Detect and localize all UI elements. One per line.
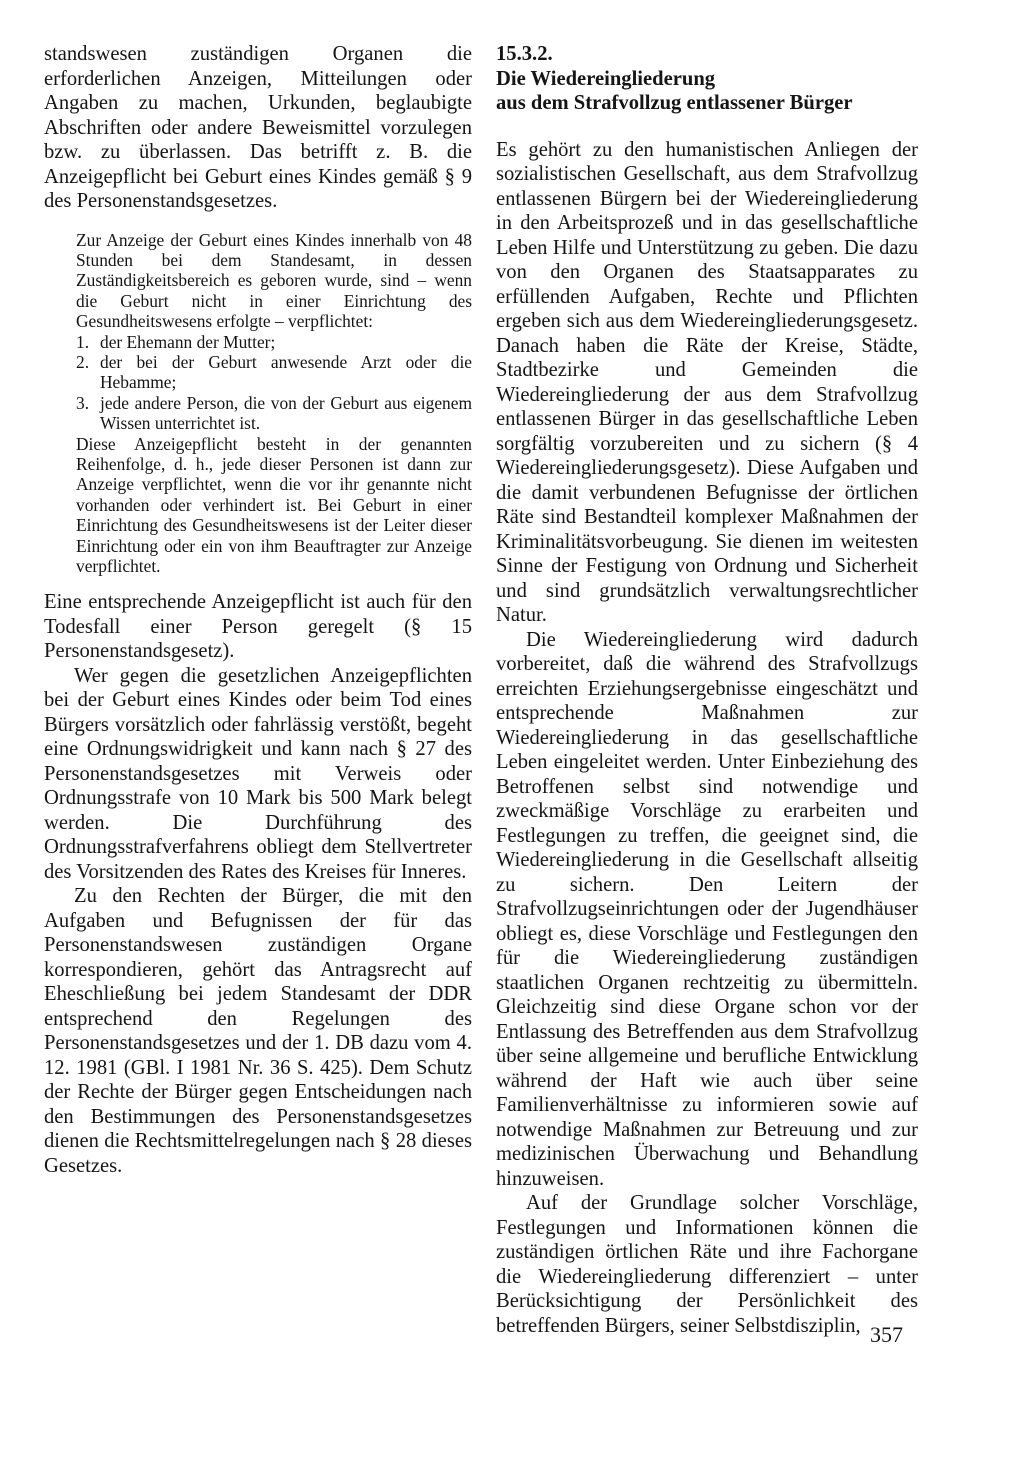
statute-quote-outro: Diese Anzeigepflicht besteht in der genannten Reihenfolge, d. h., jede dieser Personen ist dann zur Anzeige verpflichtet, wenn die vor ihr genannte nicht vorhanden oder verhindert ist. Bei Geburt in einer Einrichtung des Gesundheitswesens ist der Leiter dieser Einrichtung oder ein von ihm Beauftragter zur Anzeige verpflichtet. — [76, 433, 472, 576]
list-item — [76, 332, 472, 352]
statute-quote-intro: Zur Anzeige der Geburt eines Kindes innerhalb von 48 Stunden bei dem Standesamt, in dessen Zuständigkeitsbereich es geboren wurde, sind – wenn die Geburt nicht in einer Einrichtung des Gesundheitswesens erfolgte – verpflichtet: — [76, 229, 472, 332]
right-paragraph-2: Die Wiedereingliederung wird dadurch vorbereitet, daß die während des Strafvollzugs erreichten Erziehungsergebnisse eingeschätzt und entsprechende Maßnahmen zur Wiedereingliederung in das gesellschaftliche Leben eingeleitet werden. Unter Einbeziehung des Betroffenen selbst sind notwendige und zweckmäßige Vorschläge zu erarbeiten und Festlegungen zu treffen, die geeignet sind, die Wiedereingliederung in die Gesellschaft allseitig zu sichern. Den Leitern der Strafvollzugseinrichtungen oder der Jugendhäuser obliegt es, diese Vorschläge und Festlegungen den für die Wiedereingliederung zuständigen staatlichen Organen rechtzeitig zu übermitteln. Gleichzeitig sind diese Organe schon vor der Entlassung des Betreffenden aus dem Strafvollzug über seine allgemeine und berufliche Entwicklung während der Haft wie auch über seine Familienverhältnisse zu informieren sowie auf notwendige Maßnahmen zur Betreuung und zur medizinischen Überwachung und Behandlung hinzuweisen. — [496, 628, 918, 1190]
left-paragraph-3: Wer gegen die gesetzlichen Anzeigepflichten bei der Geburt eines Kindes oder beim Tod eines Bürgers vorsätzlich oder fahrlässig verstößt, begeht eine Ordnungswidrigkeit und kann nach § 27 des Personenstandsgesetzes mit Verweis oder Ordnungsstrafe von 10 Mark bis 500 Mark belegt werden. Die Durchführung des Ordnungsstrafverfahrens obliegt dem Stellvertreter des Vorsitzenden des Rates des Kreises für Inneres. — [44, 664, 472, 883]
section-heading — [496, 42, 918, 116]
list-item-text: der bei der Geburt anwesende Arzt oder die Hebamme; — [100, 351, 472, 393]
section-title-line-1: Die Wiedereingliederung — [496, 67, 716, 90]
right-paragraph-3: Auf der Grundlage solcher Vorschläge, Festlegungen und Informationen können die zuständigen örtlichen Räte und ihre Fachorgane die Wiedereingliederung differenziert – unter Berücksichtigung der Persönlichkeit des betreffenden Bürgers, seiner Selbstdisziplin, — [496, 1192, 918, 1337]
page-number: 357 — [870, 1322, 903, 1347]
statute-quote-block — [44, 230, 472, 577]
left-paragraph-2: Eine entsprechende Anzeigepflicht ist auch für den Todesfall einer Person geregelt (§ 15 Personenstandsgesetz). — [44, 591, 472, 663]
list-item — [76, 352, 472, 393]
left-column — [44, 42, 472, 1178]
right-paragraph-1: Es gehört zu den humanistischen Anliegen der sozialistischen Gesellschaft, aus dem Strafvollzug entlassenen Bürgern bei der Wiedereingliederung in den Arbeitsprozeß und in das gesellschaftliche Leben Hilfe und Unterstützung zu geben. Die dazu von den Organen des Staatsapparates zu erfüllenden Aufgaben, Rechte und Pflichten ergeben sich aus dem Wiedereingliederungsgesetz. Danach haben die Räte der Kreise, Städte, Stadtbezirke und Gemeinden die Wiedereingliederung der aus dem Strafvollzug entlassenen Bürger in das gesellschaftliche Leben sorgfältig vorzubereiten und zu sichern (§ 4 Wiedereingliederungsgesetz). Diese Aufgaben und die damit verbundenen Befugnisse der örtlichen Räte sind Bestandteil komplexer Maßnahmen der Kriminalitätsvorbeugung. Sie dienen im weitesten Sinne der Festigung von Ordnung und Sicherheit und sind grundsätzlich verwaltungsrechtlicher Natur. — [496, 138, 918, 626]
list-item-text: jede andere Person, die von der Geburt aus eigenem Wissen unterrichtet ist. — [100, 392, 472, 434]
right-column — [496, 42, 918, 1338]
list-item-text: der Ehemann der Mutter; — [100, 331, 276, 352]
list-item-number: 2. — [76, 351, 90, 372]
section-number: 15.3.2. — [496, 43, 553, 65]
left-paragraph-4: Zu den Rechten der Bürger, die mit den Aufgaben und Befugnissen der für das Personenstandswesen zuständigen Organe korrespondieren, gehört das Antragsrecht auf Eheschließung bei jedem Standesamt der DDR entsprechend den Regelungen des Personenstandsgesetzes und der 1. DB dazu vom 4. 12. 1981 (GBl. I 1981 Nr. 36 S. 425). Dem Schutz der Rechte der Bürger gegen Entscheidungen nach den Bestimmungen des Personenstandsgesetzes dienen die Rechtsmittelregelungen nach § 28 dieses Gesetzes. — [44, 885, 472, 1177]
section-title-line-2: aus dem Strafvollzug entlassener Bürger — [496, 92, 853, 114]
list-item-number: 1. — [76, 331, 90, 352]
left-paragraph-1: standswesen zuständigen Organen die erforderlichen Anzeigen, Mitteilungen oder Angaben zu machen, Urkunden, beglaubigte Abschriften oder andere Beweismittel vorzulegen bzw. zu überlassen. Das betrifft z. B. die Anzeigepflicht bei Geburt eines Kindes gemäß § 9 des Personenstandsgesetzes. — [44, 43, 472, 212]
statute-quote-list — [76, 332, 472, 434]
list-item — [76, 393, 472, 434]
list-item-number: 3. — [76, 392, 90, 413]
